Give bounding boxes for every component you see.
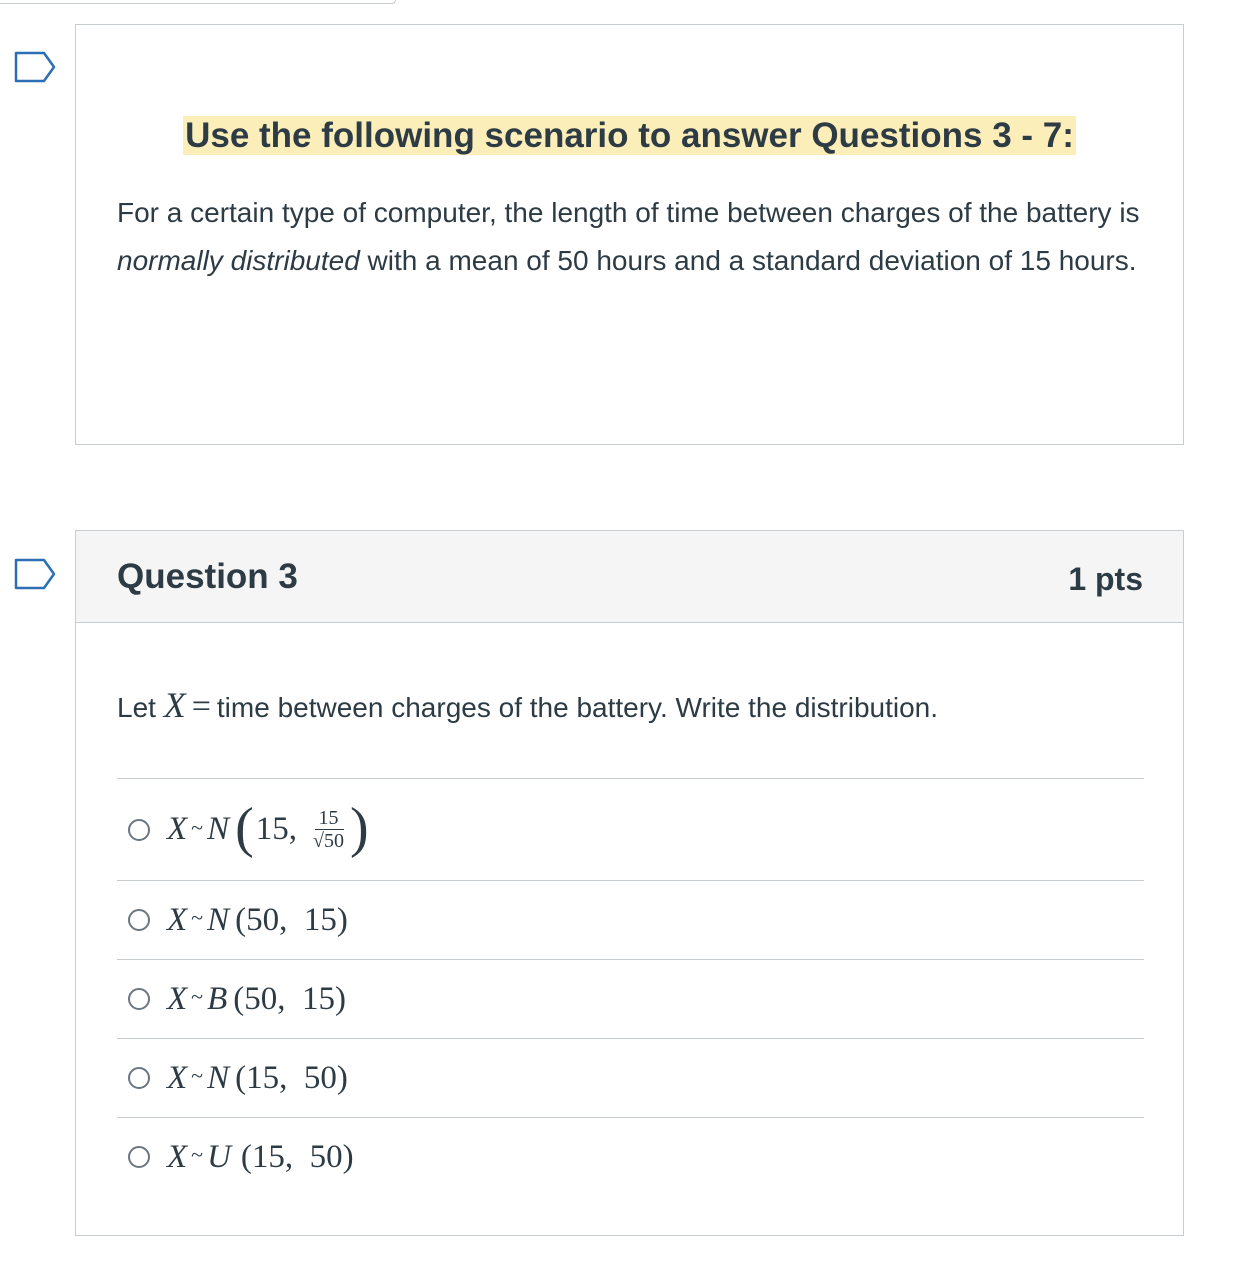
question-text-prefix: Let	[117, 692, 156, 723]
sqrt-symbol: √	[313, 830, 324, 852]
scenario-body-italic: normally distributed	[117, 245, 360, 276]
distribution-letter: N	[207, 1059, 230, 1096]
radio-button-icon[interactable]	[128, 1067, 150, 1089]
distribution-letter: B	[207, 980, 228, 1017]
scenario-title	[76, 113, 1183, 159]
scenario-card	[75, 24, 1184, 445]
scenario-title-highlight: Use the following scenario to answer Questions 3 - 7:	[185, 116, 1074, 155]
tilde-symbol: ~	[191, 1063, 204, 1088]
answer-option-5[interactable]	[117, 1117, 1144, 1196]
fraction-numerator: 15	[315, 807, 341, 830]
answer-variable: X	[167, 1059, 188, 1096]
fraction	[311, 807, 346, 852]
question-text	[117, 685, 938, 728]
distribution-letter: N	[207, 811, 230, 847]
answer-params: (50, 15)	[235, 901, 348, 938]
tilde-symbol: ~	[191, 814, 204, 840]
answer-params: (15, 50)	[235, 1059, 348, 1096]
flag-question-icon[interactable]	[14, 558, 56, 590]
answer-option-4[interactable]	[117, 1038, 1144, 1117]
question-title: Question 3	[117, 557, 298, 596]
param-mean: 15,	[255, 811, 297, 847]
answer-variable: X	[167, 980, 188, 1017]
answer-params	[229, 796, 369, 859]
sqrt-radicand: 50	[323, 830, 344, 852]
tilde-symbol: ~	[191, 984, 204, 1009]
question-text-suffix: time between charges of the battery. Write the distribution.	[216, 692, 939, 723]
tilde-symbol: ~	[191, 1142, 204, 1167]
answer-option-2[interactable]	[117, 880, 1144, 959]
answer-option-1[interactable]	[117, 778, 1144, 880]
math-variable: X	[163, 685, 186, 725]
flag-question-icon[interactable]	[14, 51, 56, 83]
answer-params: (50, 15)	[233, 980, 346, 1017]
answer-variable: X	[167, 1138, 188, 1175]
close-paren: )	[349, 796, 369, 859]
radio-button-icon[interactable]	[128, 819, 150, 841]
previous-card-edge	[0, 0, 396, 4]
radio-button-icon[interactable]	[128, 909, 150, 931]
math-equals: =	[191, 688, 211, 725]
radio-button-icon[interactable]	[128, 988, 150, 1010]
question-header	[76, 531, 1183, 623]
question-card	[75, 530, 1184, 1236]
answer-list	[117, 778, 1144, 1196]
open-paren: (	[235, 796, 254, 859]
question-points: 1 pts	[1068, 561, 1143, 597]
tilde-symbol: ~	[191, 905, 204, 930]
answer-variable: X	[167, 901, 188, 938]
answer-option-3[interactable]	[117, 959, 1144, 1038]
answer-params: (15, 50)	[240, 1138, 354, 1175]
radio-button-icon[interactable]	[128, 1146, 150, 1168]
fraction-denominator	[311, 830, 346, 852]
distribution-letter: U	[207, 1138, 231, 1175]
answer-variable: X	[167, 811, 188, 847]
scenario-body	[117, 189, 1142, 285]
scenario-body-text-2: with a mean of 50 hours and a standard deviation of 15 hours.	[359, 245, 1137, 276]
distribution-letter: N	[207, 901, 230, 938]
scenario-body-text-1: For a certain type of computer, the length of time between charges of the battery is	[117, 197, 1140, 228]
